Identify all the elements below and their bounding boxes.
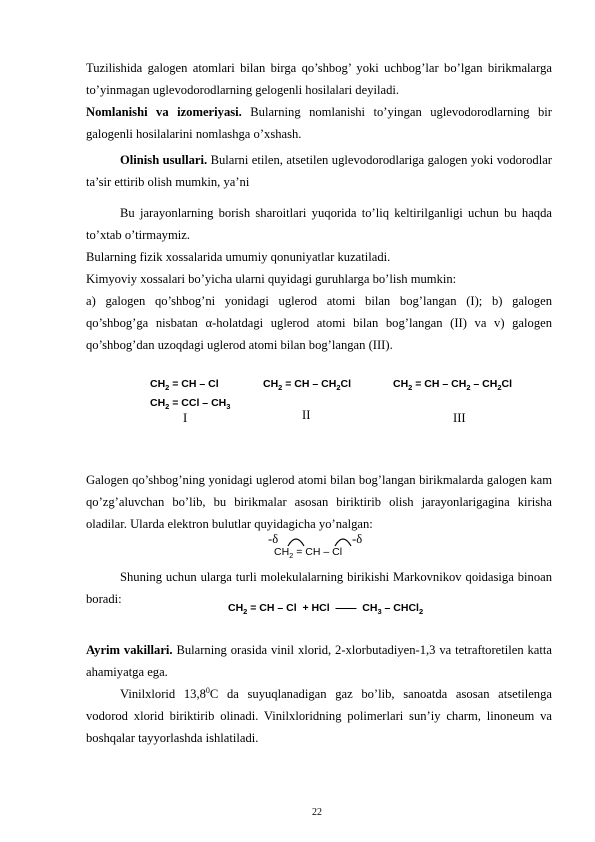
paragraph-representatives: Ayrim vakillari. Bularning orasida vinil xlorid, 2-xlorbutadiyen-1,3 va tetraftoretilen katta ahamiyatga ega. bbox=[86, 643, 552, 679]
paragraph-vinyl-chloride: Vinilxlorid 13,8$^0$C da suyuqlanadigan gaz bo’lib, sanoatda asosan atsetilenga vodorod xlorid biriktirib olinadi. Vinilxloridning polimerlari sun’iy charm, linoneum va boshqalar tayyorlashda ishlatiladi. bbox=[86, 685, 552, 745]
paragraph-chemical: Kimyoviy xossalari bo’yicha ularni quyidagi guruhlarga bo’lish mumkin: bbox=[86, 272, 457, 286]
paragraph-definition: Tuzilishida galogen atomlari bilan birga qo’shbog’ yoki uchbog’lar bo’lgan birikmalarga to’yinmagan uglevodorodlarning gelogenli hosilalari deyiladi. bbox=[86, 61, 552, 97]
polarized-vinyl-chloride: $CH_2$ = CH – Cl bbox=[274, 546, 343, 561]
page-number: 22 bbox=[312, 807, 322, 818]
label-II: II bbox=[302, 408, 311, 422]
heading-preparation: Olinish usullari. bbox=[120, 153, 208, 167]
formula-III: $CH_2$ = CH – $CH_2 - CH_2Cl$ bbox=[393, 378, 513, 393]
heading-nomenclature: Nomlanishi va izomeriyasi. bbox=[86, 105, 242, 119]
formula-I-vinyl-chloride: $CH_2$ = CH – Cl bbox=[150, 378, 219, 393]
label-I: I bbox=[183, 411, 188, 425]
formula-II-allyl-chloride: $CH_2$ = CH – $CH_2Cl$ bbox=[263, 378, 351, 393]
paragraph-groups: a) galogen qo’shbog’ni yonidagi uglerod atomi bilan bog’langan (I); b) galogen qo’shbog’ga nisbatan α-holatdagi uglerod atomi bilan bog’langan (II) va v) galogen qo’shbog’dan uzoqdagi uglerod atomi bilan bog’langan (III). bbox=[86, 294, 552, 352]
paragraph-conditions: Bu jarayonlarning borish sharoitlari yuqorida to’liq keltirilganligi uchun bu haqda to’xtab o’tirmaymiz. bbox=[86, 206, 552, 242]
paragraph-nomenclature: Nomlanishi va izomeriyasi. Bularning nomlanishi to’yingan uglevodorodlarning bir galogenli hosilalarini nomlashga o’xshash. bbox=[86, 105, 552, 141]
reaction-equation: $CH_2$ = CH – Cl + HCl —— $CH_3$ – CHCl$_2$ bbox=[228, 602, 424, 617]
heading-representatives: Ayrim vakillari. bbox=[86, 643, 173, 657]
partial-charge-right: -δ bbox=[352, 532, 363, 546]
partial-charge-left: -δ bbox=[268, 532, 279, 546]
alpha-symbol: α bbox=[205, 316, 213, 330]
paragraph-preparation: Olinish usullari. Bularni etilen, atsetilen uglevodorodlariga galogen yoki vodorodlar ta’sir ettirib olish mumkin, ya’ni bbox=[86, 153, 552, 189]
formula-I-second: $CH_2$ = CCl – $CH_3$ bbox=[150, 397, 231, 412]
label-III: III bbox=[453, 411, 466, 425]
paragraph-markovnikov: Shuning uchun ularga turli molekulalarning birikishi Markovnikov qoidasiga binoan boradi: bbox=[86, 570, 552, 606]
paragraph-electron-clouds: Galogen qo’shbog’ning yonidagi uglerod atomi bilan bog’langan birikmalarda galogen kam qo’zg’aluvchan bo’lib, bu birikmalar asosan biriktirib olish jarayonlarigagina kirisha oladilar. Ularda elektron bulutlar quyidagicha yo’nalgan: bbox=[86, 473, 552, 531]
paragraph-physical: Bularning fizik xossalarida umumiy qonuniyatlar kuzatiladi. bbox=[86, 250, 391, 264]
